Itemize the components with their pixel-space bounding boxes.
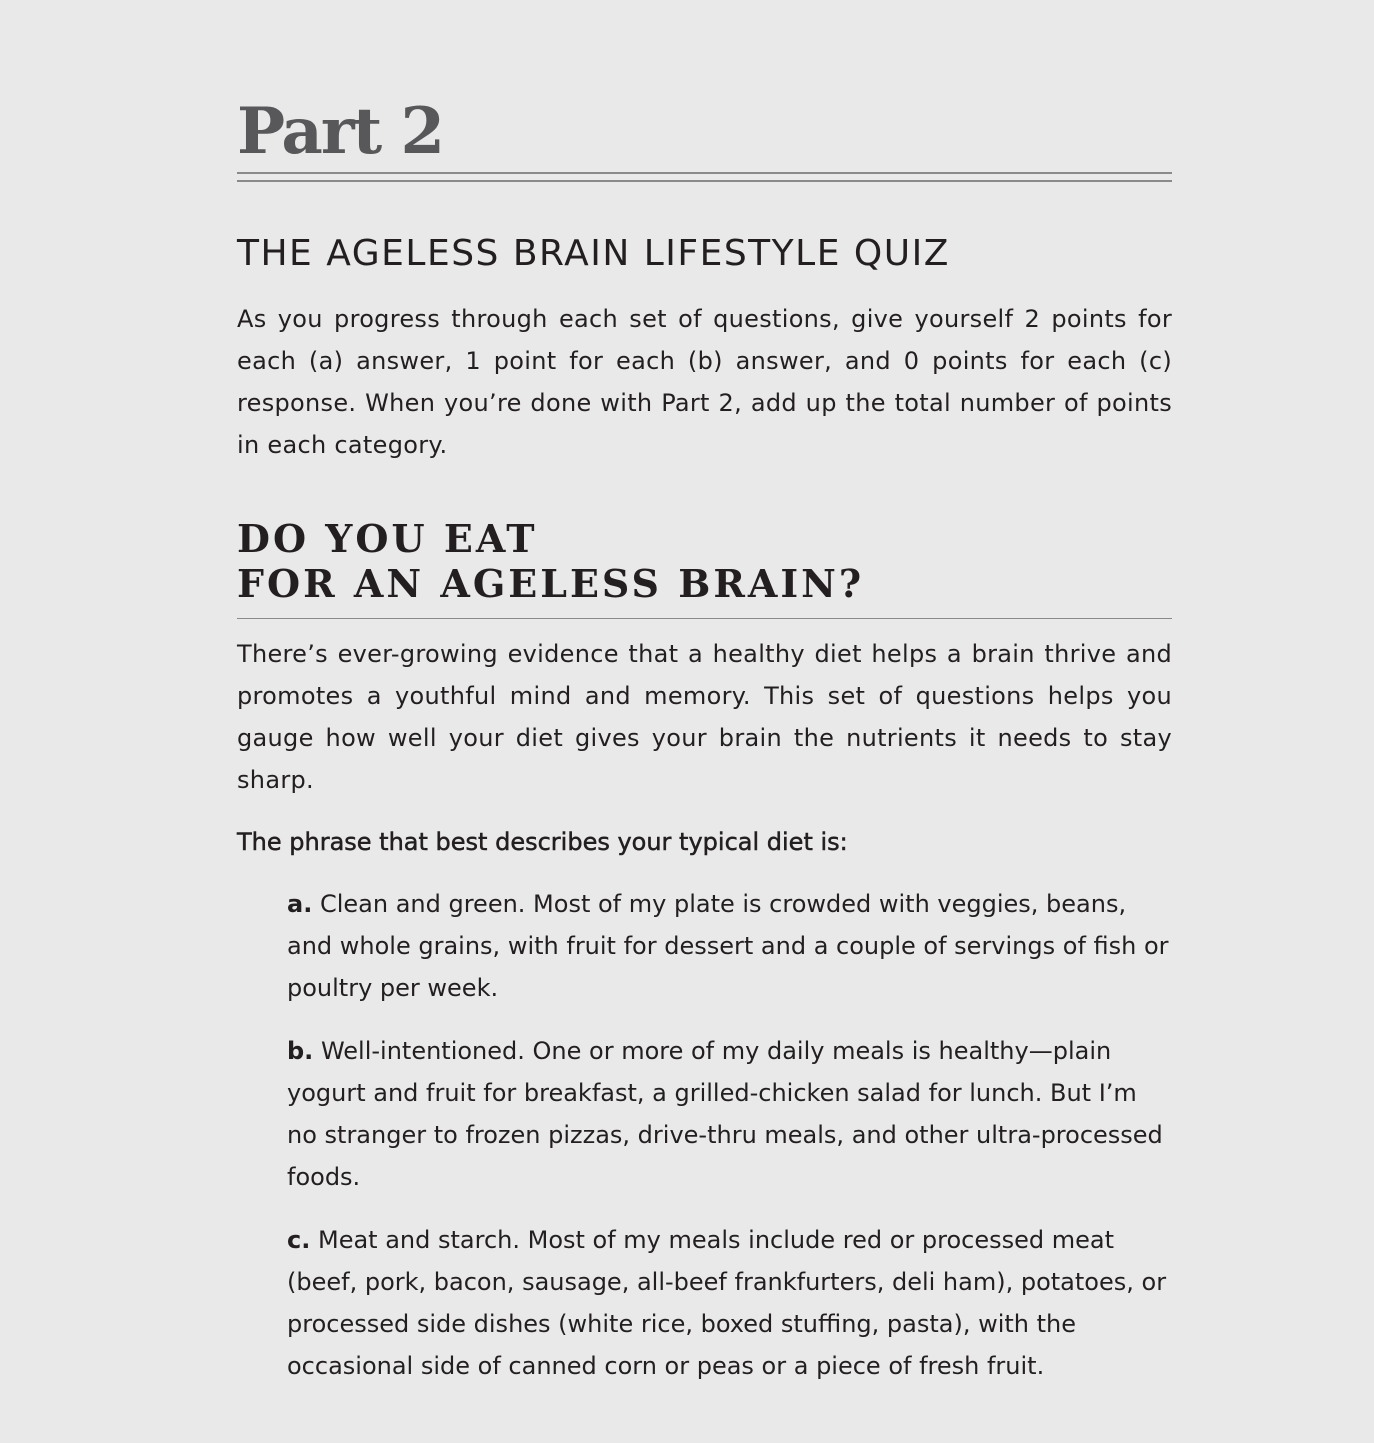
option-b — [287, 1030, 1172, 1198]
option-letter: c. — [287, 1226, 311, 1254]
section-title — [237, 516, 1172, 606]
part-title: Part 2 — [237, 94, 443, 169]
option-text: Clean and green. Most of my plate is crowded with veggies, beans, and whole grains, with fruit for dessert and a couple of servings of fish or poultry per week. — [287, 890, 1169, 1002]
section-title-line2: FOR AN AGELESS BRAIN? — [237, 561, 865, 606]
section-intro: There’s ever-growing evidence that a healthy diet helps a brain thrive and promotes a youthful mind and memory. This set of questions helps you gauge how well your diet gives your brain the nutrients it needs to stay sharp. — [237, 640, 1172, 794]
option-text: Meat and starch. Most of my meals include red or processed meat (beef, pork, bacon, sausage, all-beef frankfurters, deli ham), potatoes, or processed side dishes (white rice, boxed stuffing, pasta), with the occasional side of canned corn or peas or a piece of fresh fruit. — [287, 1226, 1167, 1380]
section-title-line1: DO YOU EAT — [237, 516, 538, 561]
option-letter: b. — [287, 1037, 314, 1065]
option-c — [287, 1219, 1172, 1387]
quiz-title: THE AGELESS BRAIN LIFESTYLE QUIZ — [237, 233, 950, 274]
quiz-intro: As you progress through each set of questions, give yourself 2 points for each (a) answer, 1 point for each (b) answer, and 0 points for each (c) response. When you’re done with Part 2, add up the total number of points in each category. — [237, 305, 1172, 459]
rule-line-bottom — [237, 180, 1172, 182]
rule-line-top — [237, 172, 1172, 174]
section-divider — [237, 618, 1172, 619]
double-rule-divider — [237, 172, 1172, 184]
option-text: Well-intentioned. One or more of my daily meals is healthy—plain yogurt and fruit for breakfast, a grilled-chicken salad for lunch. But I’m no stranger to frozen pizzas, drive-thru meals, and other ultra-processed foods. — [287, 1037, 1163, 1191]
option-a — [287, 883, 1172, 1009]
answer-options — [287, 883, 1172, 1387]
question-text: The phrase that best describes your typical diet is: — [237, 828, 848, 856]
page-content — [237, 92, 1172, 1408]
option-letter: a. — [287, 890, 313, 918]
